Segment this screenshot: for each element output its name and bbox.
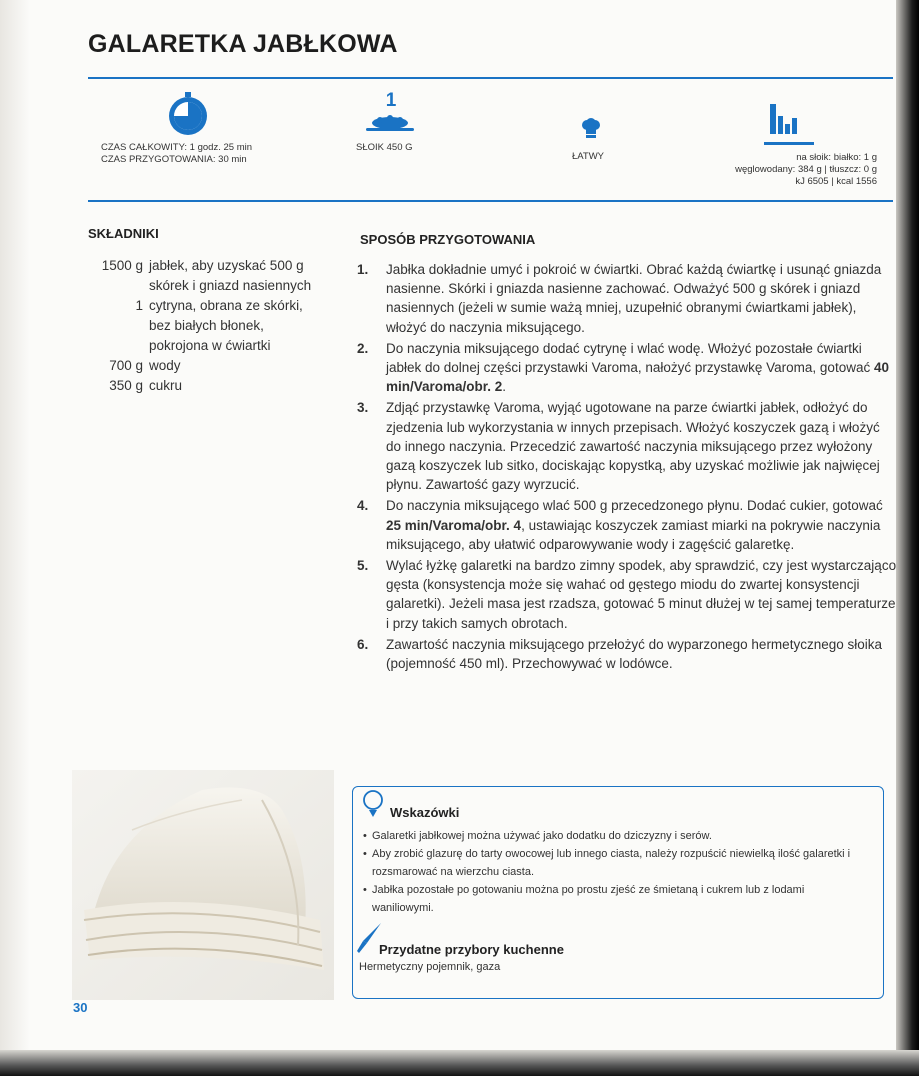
time-info (101, 142, 252, 166)
book-edge-bottom (0, 1050, 919, 1076)
chef-hat-icon (581, 118, 601, 140)
dish-icon (364, 113, 416, 135)
tips-heading: Wskazówki (390, 805, 460, 820)
servings-text: SŁOIK 450 G (356, 142, 413, 153)
method-steps (357, 260, 897, 675)
tips-list (363, 827, 863, 917)
difficulty: ŁATWY (572, 151, 605, 162)
info-divider (88, 200, 893, 202)
step-5: 5. Wylać łyżkę galaretki na bardzo zimny spodek, aby sprawdzić, czy jest wystarczająco gęsta (konsystencja może się wahać od gęstego miodu do zwartej konsystencji galaretki). Jeżeli masa jest rzadsza, gotować 5 minut dłużej w tej samej temperaturze i przy takich samych obrotach. (357, 558, 897, 631)
time-total: CZAS CAŁKOWITY: 1 godz. 25 min (101, 142, 252, 153)
cooking-setting: 40 min/Varoma/obr. 2 (386, 360, 889, 395)
page-gutter (0, 0, 30, 1056)
tips-box (352, 786, 884, 999)
cooking-setting: 25 min/Varoma/obr. 4 (386, 517, 522, 533)
ingredient-row: skórek i gniazd nasiennych (149, 278, 312, 293)
nutrition-line-1: na słoik: białko: 1 g (796, 152, 877, 163)
nutrition-info (697, 152, 877, 188)
nutrition-line-2: węglowodany: 384 g | tłuszcz: 0 g (735, 164, 877, 175)
clock-icon (166, 92, 210, 136)
ingredient-row: pokrojona w ćwiartki (149, 338, 271, 353)
step-2: 2. Do naczynia miksującego dodać cytrynę i wlać wodę. Włożyć pozostałe ćwiartki jabłek do dolnej części przystawki Varoma, nałożyć przystawkę Varoma, gotować 40 min/Varoma/obr. 2. (357, 340, 889, 395)
method-heading: SPOSÓB PRZYGOTOWANIA (360, 232, 536, 247)
ingredient-row: 1500 g jabłek, aby uzyskać 500 g (101, 258, 304, 273)
tip-item: • Galaretki jabłkowej można używać jako dodatku do dziczyzny i serów. (363, 830, 712, 842)
step-1: 1. Jabłka dokładnie umyć i pokroić w ćwiartki. Obrać każdą ćwiartkę i usunąć gniazda nasienne. Skórki i gniazda nasienne zachować. Odważyć 500 g skórek i gniazd nasiennych (jeżeli w sumie ważą mniej, uzupełnić obranymi ćwiartkami jabłek), włożyć do naczynia miksującego. (357, 262, 882, 335)
time-prep: CZAS PRZYGOTOWANIA: 30 min (101, 154, 247, 165)
nutrition-line-3: kJ 6505 | kcal 1556 (795, 176, 877, 187)
tools-heading: Przydatne przybory kuchenne (379, 942, 564, 957)
lightbulb-icon (361, 789, 385, 819)
gauze-photo (72, 770, 334, 1000)
step-4: 4. Do naczynia miksującego wlać 500 g przecedzonego płynu. Dodać cukier, gotować 25 min/Varoma/obr. 4, ustawiając koszyczek zamiast miarki na pokrywie naczynia miksującego, aby ułatwić odparowywanie wody i zagęścić galaretkę. (357, 498, 883, 552)
ingredients-list (88, 256, 338, 396)
servings-count: 1 (385, 90, 397, 111)
tip-item: • Aby zrobić glazurę do tarty owocowej lub innego ciasta, należy rozpuścić niewielką ilość galaretki i rozsmarować na wierzchu ciasta. (363, 848, 851, 878)
bar-chart-icon (764, 104, 814, 148)
ingredient-row: 700 g wody (109, 358, 181, 373)
ingredient-row: 350 g cukru (109, 378, 183, 393)
recipe-title: GALARETKA JABŁKOWA (88, 30, 398, 58)
tip-item: • Jabłka pozostałe po gotowaniu można po prostu zjeść ze śmietaną i cukrem lub z lodami waniliowymi. (363, 884, 805, 914)
ingredient-row: bez białych błonek, (149, 318, 264, 333)
tools-text: Hermetyczny pojemnik, gaza (359, 961, 501, 973)
page-number: 30 (73, 1000, 88, 1015)
book-edge-right (896, 0, 919, 1076)
top-divider (88, 77, 893, 79)
step-3: 3. Zdjąć przystawkę Varoma, wyjąć ugotowane na parze ćwiartki jabłek, odłożyć do zjedzenia lub wykorzystania w innych przepisach. Włożyć koszyczek gazą i włożyć do innego naczynia. Przecedzić zawartość naczynia miksującego przez wyłożony gazą koszyczek lub sitko, dociskając kopystką, aby uzyskać możliwie jak najwięcej płynu. Zawartość gazy wyrzucić. (357, 400, 880, 493)
ingredients-heading: SKŁADNIKI (88, 226, 159, 241)
ingredient-row: 1 cytryna, obrana ze skórki, (135, 298, 303, 313)
step-6: 6. Zawartość naczynia miksującego przełożyć do wyparzonego hermetycznego słoika (pojemność 450 ml). Przechowywać w lodówce. (357, 636, 882, 672)
